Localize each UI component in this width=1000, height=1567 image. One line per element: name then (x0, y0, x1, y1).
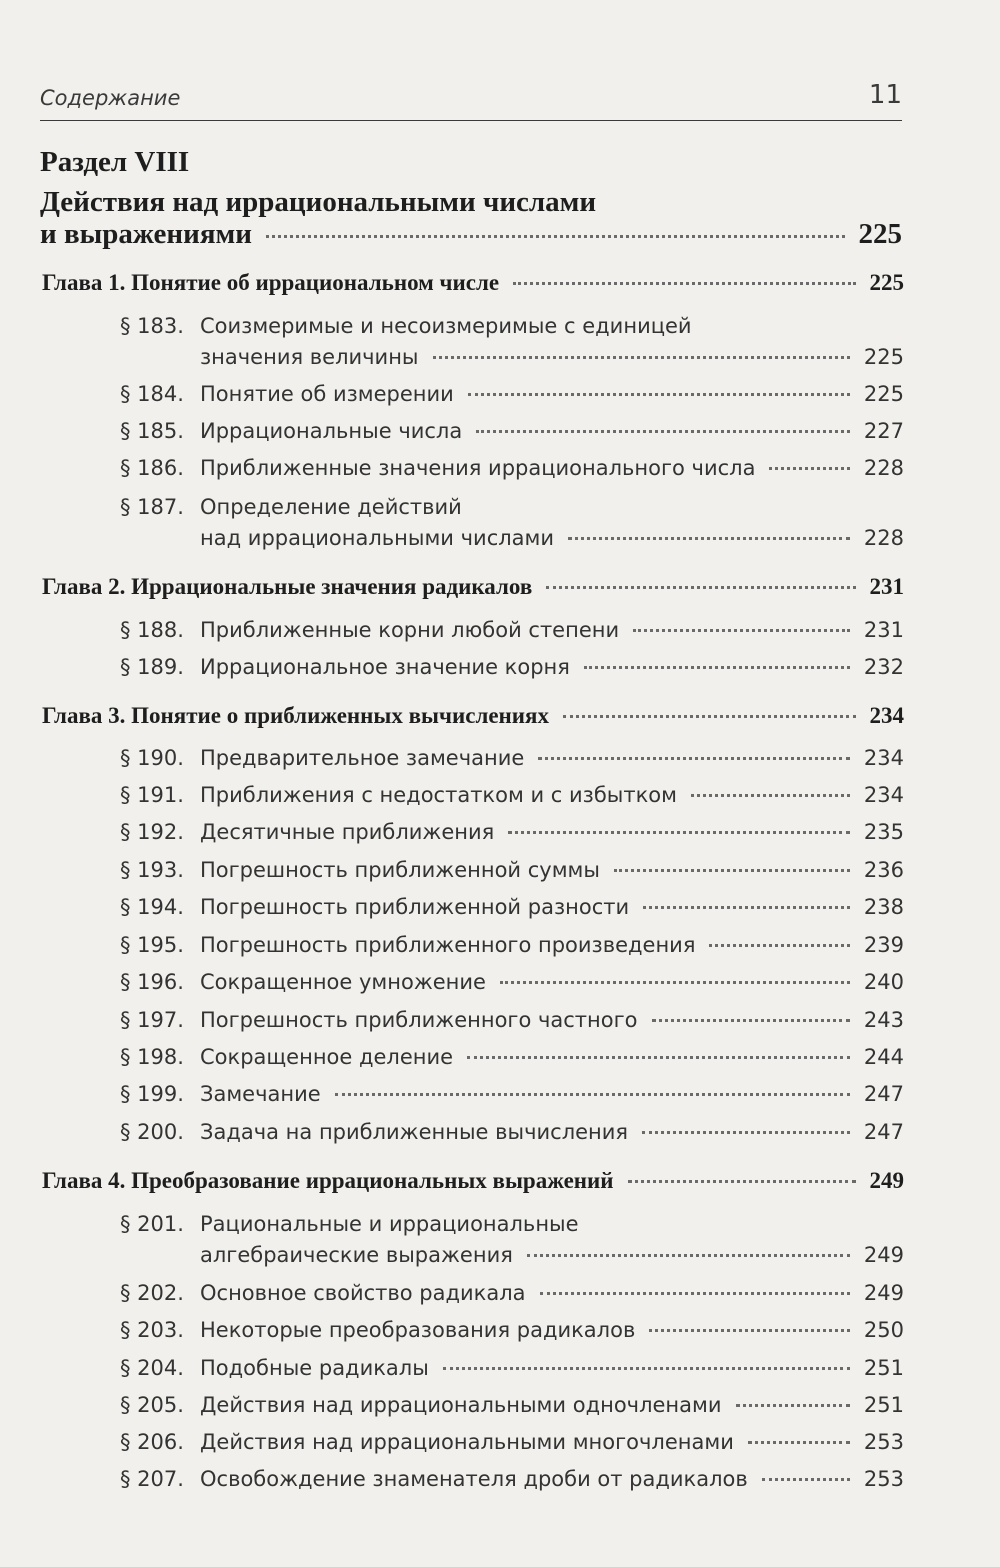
section-number: § 189. (120, 655, 184, 679)
toc-section-entry[interactable] (120, 613, 904, 647)
dot-leader (476, 430, 850, 433)
section-title: Иррациональное значение корня (200, 655, 570, 679)
dot-leader (762, 1478, 850, 1481)
section-number: § 205. (120, 1393, 184, 1417)
running-head-title: Содержание (40, 86, 181, 110)
section-page: 227 (863, 419, 904, 443)
section-page: 235 (863, 820, 904, 844)
section-page: 249 (863, 1281, 904, 1305)
section-number: § 202. (120, 1281, 184, 1305)
chapter-page: 225 (869, 270, 904, 295)
section-title: Задача на приближенные вычисления (200, 1120, 629, 1144)
dot-leader (584, 666, 850, 669)
part-title-line: Действия над иррациональными числами (40, 186, 597, 218)
section-page: 244 (863, 1045, 904, 1069)
chapter-title: Глава 4. Преобразование иррациональных выражений (42, 1168, 614, 1193)
chapter-title: Глава 1. Понятие об иррациональном числе (42, 270, 500, 295)
section-number: § 200. (120, 1120, 184, 1144)
dot-leader (527, 1254, 850, 1257)
toc-section-entry[interactable] (120, 1003, 904, 1037)
section-title: Подобные радикалы (200, 1356, 429, 1380)
dot-leader (691, 794, 850, 797)
section-title: Иррациональные числа (200, 419, 463, 443)
toc-section-entry[interactable] (120, 1388, 904, 1422)
toc-section-entry[interactable] (120, 1351, 904, 1385)
chapter-page: 249 (869, 1168, 904, 1193)
dot-leader (563, 715, 856, 718)
section-page: 225 (863, 345, 904, 369)
dot-leader (748, 1441, 850, 1444)
dot-leader (628, 1180, 856, 1183)
toc-section-entry[interactable] (120, 1077, 904, 1111)
section-number: § 193. (120, 858, 184, 882)
dot-leader (266, 235, 845, 238)
section-title: Основное свойство радикала (200, 1281, 526, 1305)
toc-section-entry[interactable] (120, 1313, 904, 1347)
section-page: 250 (863, 1318, 904, 1342)
section-title-line: Соизмеримые и несоизмеримые с единицей (200, 314, 692, 338)
section-number: § 185. (120, 419, 184, 443)
section-number: § 192. (120, 820, 184, 844)
section-page: 231 (863, 618, 904, 642)
section-number: § 195. (120, 933, 184, 957)
section-title: Сокращенное умножение (200, 970, 486, 994)
dot-leader (614, 869, 850, 872)
toc-section-entry[interactable] (120, 414, 904, 448)
dot-leader (643, 906, 850, 909)
section-page: 251 (863, 1393, 904, 1417)
toc-section-entry-continued[interactable] (200, 521, 904, 555)
toc-section-entry[interactable] (120, 965, 904, 999)
section-title: Сокращенное деление (200, 1045, 454, 1069)
section-title: Некоторые преобразования радикалов (200, 1318, 636, 1342)
section-page: 238 (863, 895, 904, 919)
dot-leader (468, 393, 850, 396)
dot-leader (769, 467, 849, 470)
section-number: § 201. (120, 1212, 184, 1236)
dot-leader (443, 1367, 850, 1370)
section-number: § 198. (120, 1045, 184, 1069)
toc-section-entry[interactable] (120, 377, 904, 411)
toc-section-entry[interactable] (120, 650, 904, 684)
section-title: Освобождение знаменателя дроби от радикалов (200, 1467, 748, 1491)
section-number: § 188. (120, 618, 184, 642)
running-head (40, 80, 902, 121)
section-number: § 184. (120, 382, 184, 406)
dot-leader (538, 757, 850, 760)
section-title-line: Рациональные и иррациональные (200, 1212, 579, 1236)
toc-section-entry[interactable] (120, 890, 904, 924)
dot-leader (568, 537, 850, 540)
dot-leader (709, 944, 849, 947)
section-page: 228 (863, 456, 904, 480)
dot-leader (433, 356, 850, 359)
toc-section-entry-continued[interactable] (200, 340, 904, 374)
section-title-line: Определение действий (200, 495, 462, 519)
section-page: 247 (863, 1120, 904, 1144)
section-page: 249 (863, 1243, 904, 1267)
section-title: Погрешность приближенного произведения (200, 933, 696, 957)
section-title: Приближения с недостатком и с избытком (200, 783, 677, 807)
section-page: 253 (863, 1430, 904, 1454)
toc-section-entry[interactable] (120, 1040, 904, 1074)
section-title: Действия над иррациональными одночленами (200, 1393, 722, 1417)
section-page: 247 (863, 1082, 904, 1106)
section-number: § 203. (120, 1318, 184, 1342)
dot-leader (546, 586, 855, 589)
dot-leader (513, 282, 855, 285)
section-title: Погрешность приближенной разности (200, 895, 630, 919)
section-title: Предварительное замечание (200, 746, 525, 770)
toc-section-entry[interactable] (120, 1115, 904, 1149)
section-number: § 190. (120, 746, 184, 770)
dot-leader (500, 981, 850, 984)
section-page: 240 (863, 970, 904, 994)
section-page: 239 (863, 933, 904, 957)
dot-leader (652, 1019, 850, 1022)
dot-leader (649, 1329, 850, 1332)
section-number: § 183. (120, 314, 184, 338)
toc-section-entry[interactable] (120, 309, 692, 343)
section-number: § 206. (120, 1430, 184, 1454)
section-page: 253 (863, 1467, 904, 1491)
section-title: над иррациональными числами (200, 526, 555, 550)
section-title: Погрешность приближенного частного (200, 1008, 638, 1032)
section-number: § 204. (120, 1356, 184, 1380)
section-title: Приближенные корни любой степени (200, 618, 620, 642)
section-number: § 191. (120, 783, 184, 807)
toc-part-entry[interactable] (40, 217, 902, 251)
chapter-title: Глава 2. Иррациональные значения радикалов (42, 574, 533, 599)
section-number: § 186. (120, 456, 184, 480)
dot-leader (642, 1131, 850, 1134)
dot-leader (540, 1292, 850, 1295)
dot-leader (508, 831, 850, 834)
section-title: Приближенные значения иррационального числа (200, 456, 756, 480)
toc-chapter-entry[interactable] (42, 266, 904, 300)
toc-section-entry[interactable] (120, 1276, 904, 1310)
section-title: Десятичные приближения (200, 820, 495, 844)
toc-chapter-entry[interactable] (42, 699, 904, 733)
toc-section-entry[interactable] (120, 1462, 904, 1496)
section-title: Понятие об измерении (200, 382, 454, 406)
toc-section-entry[interactable] (120, 741, 904, 775)
section-number: § 194. (120, 895, 184, 919)
section-page: 251 (863, 1356, 904, 1380)
page-number: 11 (868, 80, 902, 110)
dot-leader (335, 1093, 850, 1096)
section-title: алгебраические выражения (200, 1243, 513, 1267)
toc-chapter-entry[interactable] (42, 570, 904, 604)
part-title-end: и выражениями (40, 218, 252, 250)
toc-section-entry[interactable] (120, 815, 904, 849)
toc-chapter-entry[interactable] (42, 1164, 904, 1198)
toc-section-entry[interactable] (120, 1207, 579, 1241)
toc-section-entry-continued[interactable] (200, 1238, 904, 1272)
chapter-page: 231 (869, 574, 904, 599)
toc-section-entry[interactable] (120, 853, 904, 887)
part-number: Раздел VIII (40, 146, 190, 178)
section-title: Действия над иррациональными многочленами (200, 1430, 734, 1454)
toc-section-entry[interactable] (120, 490, 462, 524)
section-number: § 196. (120, 970, 184, 994)
part-page: 225 (858, 218, 902, 250)
dot-leader (467, 1056, 850, 1059)
section-number: § 199. (120, 1082, 184, 1106)
section-page: 234 (863, 783, 904, 807)
dot-leader (736, 1404, 850, 1407)
section-number: § 197. (120, 1008, 184, 1032)
section-page: 234 (863, 746, 904, 770)
dot-leader (633, 629, 850, 632)
section-page: 225 (863, 382, 904, 406)
chapter-page: 234 (869, 703, 904, 728)
section-title: Погрешность приближенной суммы (200, 858, 600, 882)
section-title: Замечание (200, 1082, 321, 1106)
toc-section-entry[interactable] (120, 1425, 904, 1459)
toc-section-entry[interactable] (120, 778, 904, 812)
section-number: § 207. (120, 1467, 184, 1491)
section-title: значения величины (200, 345, 419, 369)
section-number: § 187. (120, 495, 184, 519)
section-page: 243 (863, 1008, 904, 1032)
toc-section-entry[interactable] (120, 451, 904, 485)
section-page: 236 (863, 858, 904, 882)
section-page: 232 (863, 655, 904, 679)
part-heading (40, 142, 902, 222)
toc-section-entry[interactable] (120, 928, 904, 962)
section-page: 228 (863, 526, 904, 550)
chapter-title: Глава 3. Понятие о приближенных вычислениях (42, 703, 549, 728)
